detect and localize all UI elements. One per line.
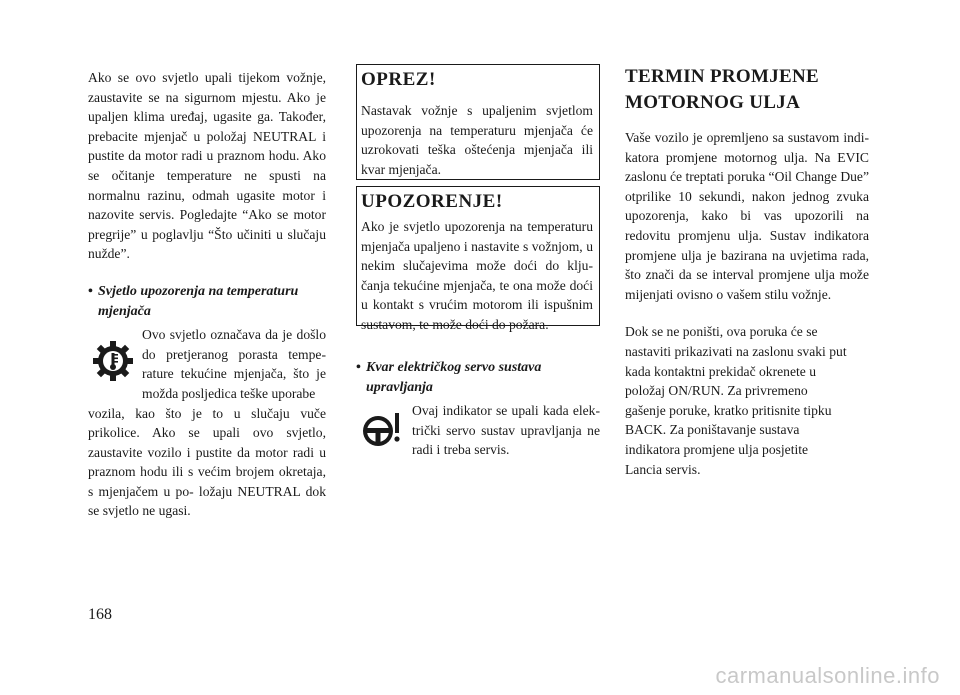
warning-text: Ako je svjetlo upozorenja na temperaturu mjenjača upaljeno i nastavite s vožnjom, u nekim slučajevima može doći do klju- čanja tekućine mjenjača, te ona može doći u kontakt s vrućim motorom ili ispušnim sustavom, te može doći do požara. — [361, 219, 593, 332]
bullet-text-continued: vozila, kao što je to u slučaju vuče prikolice. Ako se upali ovo svjetlo, zaustavite vozilo i pustite da motor radi u praznom hodu ili s većim brojem okretaja, s mjenjačem u po- ložaju NEUTRAL dok se svjetlo ne ugasi. — [88, 405, 326, 519]
steering-wheel-warning-icon — [356, 401, 408, 453]
power-steering-description — [356, 401, 600, 460]
bullet-title: Svjetlo upozorenja na temperaturu mjenjača — [98, 283, 299, 319]
caution-box — [356, 64, 600, 180]
bullet-title: Kvar električkog servo sustava upravljanja — [366, 360, 542, 395]
watermark: carmanualsonline.info — [715, 663, 940, 688]
left-column — [88, 68, 326, 521]
heading-line-2: MOTORNOG ULJA — [625, 92, 801, 113]
bullet-dot: • — [356, 360, 361, 375]
power-steering-bullet — [356, 358, 600, 397]
right-column — [625, 64, 869, 479]
oil-change-paragraph-1: Vaše vozilo je opremljeno sa sustavom indi- katora promjene motornog ulja. Na EVIC zaslonu će treptati poruka “Oil Change Due” otprilike 10 sekundi, nakon jednog zvuka upozorenja, kako bi vas upozorili na redovitu promjenu ulja. Sustav indikatora promjene ulja je bazirana na uvjetima rada, što znači da se interval promjene ulja može mijenjati ovisno o vašem stilu vožnje. — [625, 130, 869, 302]
oil-change-paragraph-2: Dok se ne poništi, ova poruka će se nastaviti prikazivati na zaslonu svaki put kada kontaktni prekidač okrenete u položaj ON/RUN. Za privremeno gašenje poruke, kratko pritisnite tipku BACK. Za poništavanje sustava indikatora promjene ulja posjetite Lancia servis. — [625, 324, 847, 477]
warning-title: UPOZORENJE! — [361, 191, 503, 212]
transmission-temperature-icon — [88, 325, 138, 391]
bullet-dot: • — [88, 283, 93, 299]
heading-line-1: TERMIN PROMJENE — [625, 66, 819, 87]
page-number: 168 — [88, 606, 112, 623]
transmission-temp-bullet — [88, 282, 326, 321]
middle-column — [356, 64, 600, 460]
bullet-text-wrapped: Ovo svjetlo označava da je došlo do pretjeranog porasta tempe- rature tekućine mjenjača, što je možda posljedica teške uporabe — [142, 327, 326, 401]
bullet-text: Ovaj indikator se upali kada elek- trički servo sustav upravljanja ne radi i treba servis. — [412, 403, 600, 458]
intro-paragraph: Ako se ovo svjetlo upali tijekom vožnje, zaustavite se na sigurnom mjestu. Ako je upaljen klima uređaj, ugasite ga. Također, prebacite mjenjač u položaj NEUTRAL i pustite da motor radi u praznom hodu. Ako se očitanje temperature ne spusti na normalnu razinu, odmah ugasite motor i nazovite servis. Pogledajte “Ako se motor pregrije” u poglavlju “Što učiniti u slučaju nužde”. — [88, 70, 326, 262]
warning-box — [356, 186, 600, 332]
transmission-temp-description — [88, 325, 326, 521]
caution-title: OPREZ! — [361, 69, 436, 90]
section-heading — [625, 64, 869, 116]
caution-text: Nastavak vožnje s upaljenim svjetlom upozorenja na temperaturu mjenjača će uzrokovati teška oštećenja mjenjača ili kvar mjenjača. — [361, 103, 593, 177]
